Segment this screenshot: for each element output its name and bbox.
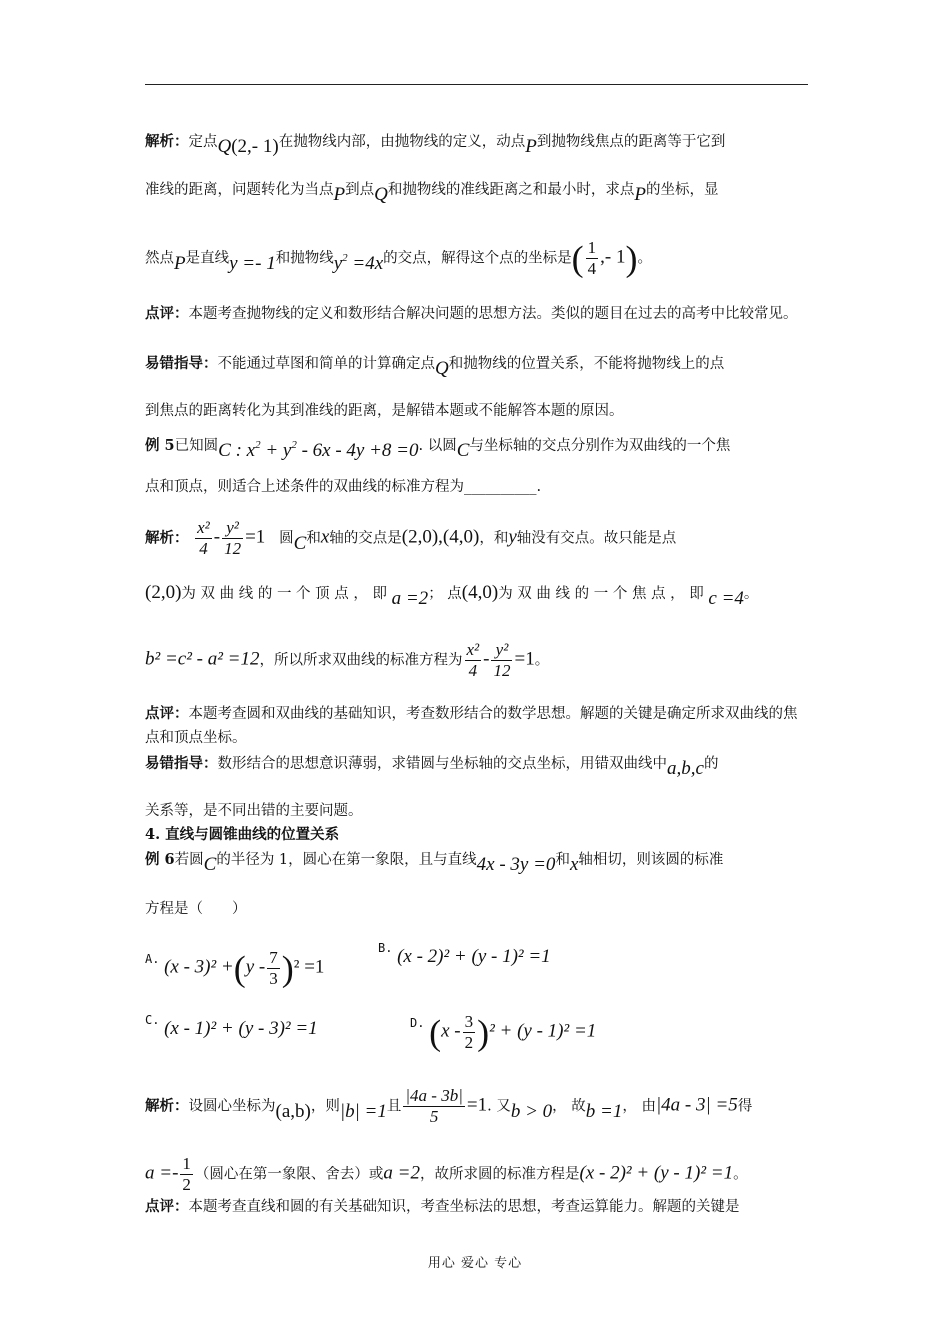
option-d: $^{D.}$ (x - $\frac{3}{2}$ )² + (y - 1)² =1 — [410, 1012, 597, 1053]
solution-1-line-3: 然点P是直线y =- 1和抛物线$y^2 =4x$的交点，解得这个点的坐标是( $\frac{1}{4}$ ,- 1)。 — [145, 238, 652, 279]
option-a: $^{A.}$ (x - 3)² +(y - $\frac{7}{3}$ )² =1 — [145, 948, 325, 989]
error-guide-2-line-1: 易错指导：数形结合的思想意识薄弱，求错圆与坐标轴的交点坐标，用错双曲线中a,b,c的 — [145, 755, 719, 779]
example-6-line-2: 方程是（ ） — [145, 901, 247, 917]
error-guide-1-line-2: 到焦点的距离转化为其到准线的距离，是解错本题或不能解答本题的原因。 — [145, 403, 624, 419]
solution-1-line-2: 准线的距离，问题转化为当点P到点Q和抛物线的准线距离之和最小时，求点P的坐标，显 — [145, 182, 719, 205]
header-rule — [145, 84, 808, 85]
page-footer: 用心 爱心 专心 — [427, 1256, 523, 1271]
error-guide-2-line-2: 关系等，是不同出错的主要问题。 — [145, 803, 363, 819]
option-c: $^{C.}$ (x - 1)² + (y - 3)² =1 — [145, 1013, 318, 1039]
option-b: $^{B.}$ (x - 2)² + (y - 1)² =1 — [378, 941, 551, 967]
solution-1-line-1: 解析：定点Q(2,- 1)在抛物线内部，由抛物线的定义，动点P到抛物线焦点的距离等于它到 — [145, 133, 726, 157]
solution-5-line-1: 解析： $\frac{\text{x²}}{4}$ - $\frac{\text{y²}}{12}$ =1 圆C和x轴的交点是(2,0),(4,0)，和y轴没有交点。故只能是点 — [145, 518, 677, 558]
solution-5-line-3: b² =c² - a² =12，所以所求双曲线的标准方程为 $\frac{\text{x²}}{4}$ - $\frac{\text{y²}}{12}$ =1。 — [145, 640, 550, 680]
comment-1: 点评：本题考查抛物线的定义和数形结合解决问题的思想方法。类似的题目在过去的高考中比较常见。 — [145, 305, 798, 322]
comment-2: 点评：本题考查圆和双曲线的基础知识，考查数形结合的数学思想。解题的关键是确定所求双曲线的焦点和顶点坐标。 — [145, 705, 798, 746]
solution-6-line-1: 解析：设圆心坐标为(a,b)，则|b| =1且 $\frac{|4a - 3b|}{5}$ =1. 又b > 0， 故b =1， 由|4a - 3| =5得 — [145, 1086, 753, 1126]
solution-5-line-2: (2,0)为 双 曲 线 的 一 个 顶 点 ， 即 a =2； 点(4,0)为 双 曲 线 的 一 个 焦 点 ， 即 c =4。 — [145, 582, 759, 609]
section-4-title: 4. 直线与圆锥曲线的位置关系 — [145, 826, 340, 843]
comment-3: 点评：本题考查直线和圆的有关基础知识，考查坐标法的思想，考查运算能力。解题的关键是 — [145, 1198, 740, 1215]
example-6-line-1: 例 6若圆C的半径为 1，圆心在第一象限，且与直线4x - 3y =0和x轴相切，则该圆的标准 — [145, 851, 724, 875]
solution-6-line-2: a =- $\frac{1}{2}$ （圆心在第一象限、舍去）或a =2，故所求圆的标准方程是(x - 2)² + (y - 1)² =1。 — [145, 1154, 748, 1194]
example-5-line-2: 点和顶点，则适合上述条件的双曲线的标准方程为__________. — [145, 479, 542, 495]
error-guide-1-line-1: 易错指导：不能通过草图和简单的计算确定点Q和抛物线的位置关系，不能将抛物线上的点 — [145, 355, 725, 379]
example-5-line-1: 例 5已知圆C : $x^2 + y^2 - 6x - 4y +8 =0$. 以圆C与坐标轴的交点分别作为双曲线的一个焦 — [145, 437, 731, 461]
